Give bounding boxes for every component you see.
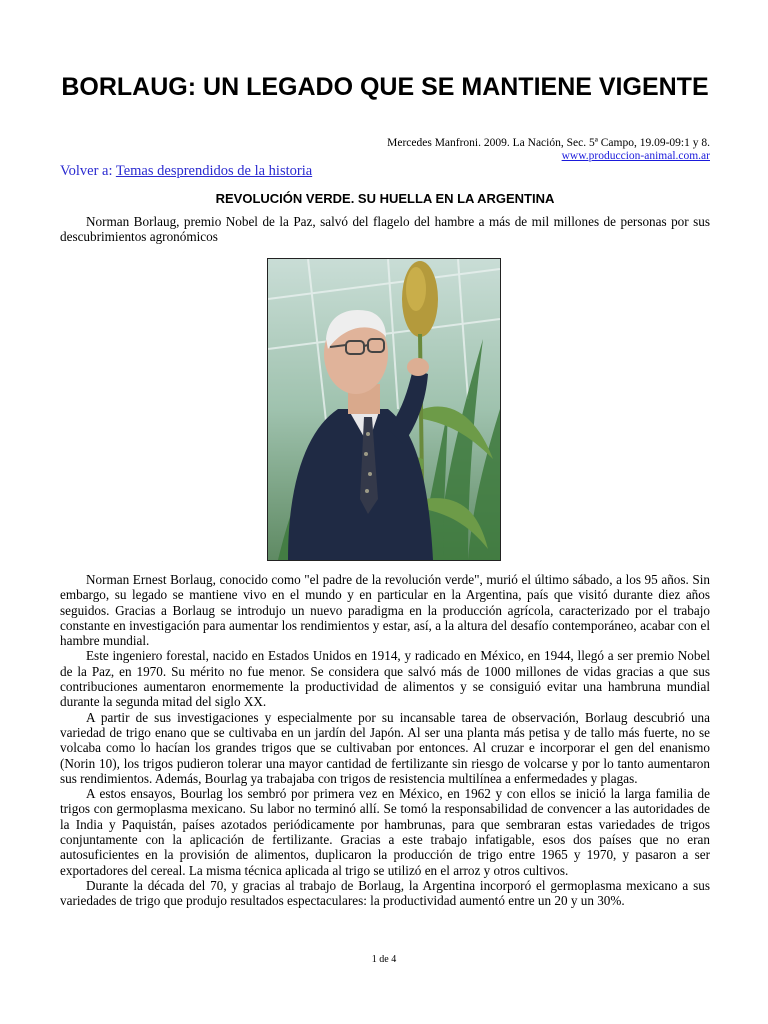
paragraph: Durante la década del 70, y gracias al trabajo de Borlaug, la Argentina incorporó el germoplasma mexicano a sus variedades de trigo que produjo resultados espectaculares: la productividad aumentó entre un 20 y un 30%. (60, 877, 710, 909)
intro-text: Norman Borlaug, premio Nobel de la Paz, salvó del flagelo del hambre a más de mil millones de personas por sus descubrimientos agronómicos (60, 214, 710, 245)
page-title: BORLAUG: UN LEGADO QUE SE MANTIENE VIGENTE (61, 73, 709, 101)
section-subtitle: REVOLUCIÓN VERDE. SU HUELLA EN LA ARGENTINA (215, 191, 555, 206)
paragraph: A partir de sus investigaciones y especialmente por su incansable tarea de observación, Borlaug descubrió una variedad de trigo enano que se cultivaba en un jardín del Japón. Al ser una planta más petisa y de tallo más fuerte, no se volcaba como lo hacían los grandes trigos que se cultivaban por entonces. Al cruzar e incorporar el gen del enanismo (Norin 10), los trigos pudieron tolerar una mayor cantidad de fertilizante sin riesgo de volcarse y por lo tanto aumentaron sus rendimientos. Además, Bourlag ya trabajaba con trigos de resistencia multilínea a enfermedades y plagas. (60, 709, 710, 786)
intro-paragraph (60, 214, 710, 245)
byline (387, 137, 710, 163)
back-navigation (60, 163, 312, 180)
paragraph: Este ingeniero forestal, nacido en Estados Unidos en 1914, y radicado en México, en 1944, llegó a ser premio Nobel de la Paz, en 1970. Su mérito no fue menor. Se considera que salvó más de 1000 millones de vidas gracias a que sus contribuciones aumentaron enormemente la productividad de alimentos y se consiguió evitar una hambruna mundial durante la segunda mitad del siglo XX. (60, 648, 710, 710)
website-link[interactable]: www.produccion-animal.com.ar (561, 150, 710, 162)
photo-illustration (268, 259, 500, 560)
page-number: 1 de 4 (371, 954, 397, 965)
back-link[interactable]: Temas desprendidos de la historia (115, 163, 313, 179)
article-body (60, 572, 710, 909)
back-prefix: Volver a: (60, 163, 113, 179)
paragraph: Norman Ernest Borlaug, conocido como "el padre de la revolución verde", murió el último sábado, a los 95 años. Sin embargo, su legado se mantiene vivo en el mundo y en particular en la Argentina, país que visitó durante diez años seguidos. Gracias a Borlaug se introdujo un nuevo paradigma en la producción agrícola, caracterizado por el trabajo constante en investigación para aumentar los rendimientos y estar, así, a la altura del desafío contemporáneo, acabar con el hambre mundial. (60, 572, 710, 649)
paragraph: A estos ensayos, Bourlag los sembró por primera vez en México, en 1962 y con ellos se inició la larga familia de trigos con germoplasma mexicano. Su labor no terminó allí. Se tomó la responsabilidad de convencer a las autoridades de la India y Paquistán, países azotados periódicamente por hambrunas, para que sembraran estas variedades de trigos conjuntamente con la aplicación de fertilizante. Gracias a este trabajo infatigable, esos dos países que no eran autosuficientes en la provisión de alimentos, duplicaron la producción de trigo entre 1965 y 1970, y pasaron a ser exportadores del cereal. La misma técnica aplicada al trigo se utilizó en el arroz y otros cultivos. (60, 786, 710, 878)
photo-borlaug-greenhouse (267, 258, 501, 561)
citation: Mercedes Manfroni. 2009. La Nación, Sec. 5ª Campo, 19.09-09:1 y 8. (387, 137, 710, 149)
